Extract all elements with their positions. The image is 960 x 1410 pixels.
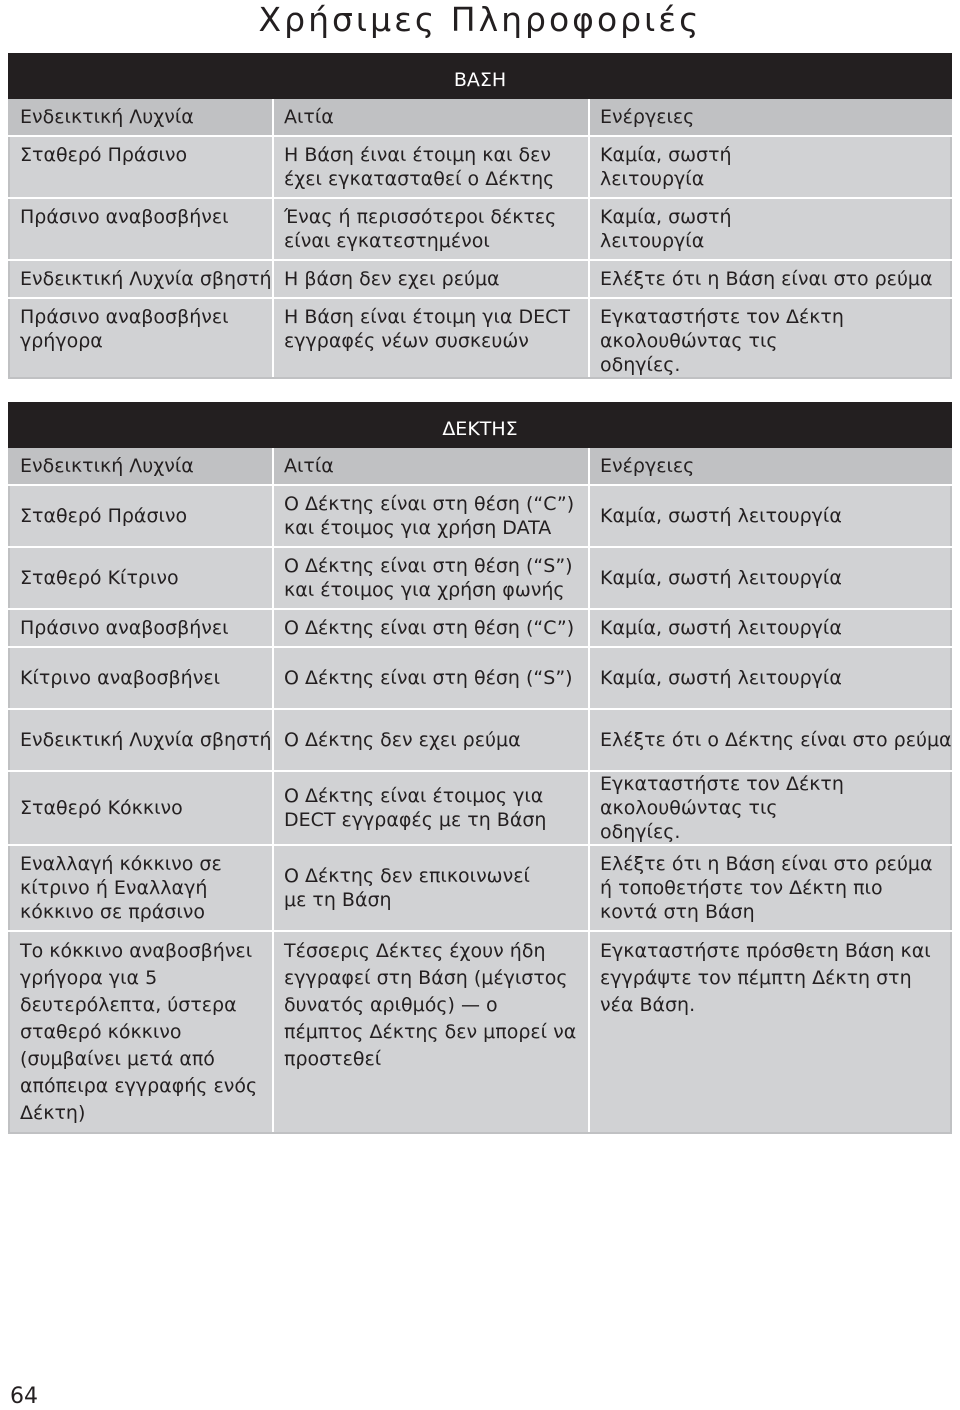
base-table-title-row (9, 54, 951, 98)
action-cell: Καμία, σωστή λειτουργία (589, 609, 951, 647)
receiver-table-header-row (9, 447, 951, 485)
indicator-cell: Σταθερό Κίτρινο (9, 547, 273, 609)
table-row (9, 931, 951, 1133)
action-cell: Καμία, σωστή λειτουργία (589, 198, 951, 260)
column-header-cause: Αιτία (273, 98, 589, 136)
column-header-indicator: Ενδεικτική Λυχνία (9, 98, 273, 136)
column-header-actions: Ενέργειες (589, 447, 951, 485)
table-row (9, 547, 951, 609)
indicator-cell: Πράσινο αναβοσβήνει (9, 609, 273, 647)
receiver-table (8, 402, 952, 1134)
cause-cell: Ο Δέκτης είναι στη θέση (“S”) (273, 647, 589, 709)
cause-cell: Ο Δέκτης είναι έτοιμος για DECT εγγραφές με τη Βάση (273, 771, 589, 845)
table-row (9, 198, 951, 260)
action-cell: Καμία, σωστή λειτουργία (589, 485, 951, 547)
table-row (9, 298, 951, 378)
cause-cell: Ο Δέκτης δεν επικοινωνεί με τη Βάση (273, 845, 589, 931)
indicator-cell: Εναλλαγή κόκκινο σε κίτρινο ή Εναλλαγή κόκκινο σε πράσινο (9, 845, 273, 931)
action-cell: Εγκαταστήστε πρόσθετη Βάση και εγγράψτε τον πέμπτη Δέκτη στη νέα Βάση. (589, 931, 951, 1133)
indicator-cell: Ενδεικτική Λυχνία σβηστή (9, 260, 273, 298)
action-cell: Καμία, σωστή λειτουργία (589, 547, 951, 609)
page-title: Χρήσιμες Πληροφοριές (258, 0, 702, 39)
action-cell: Ελέξτε ότι η Βάση είναι στο ρεύμα (589, 260, 951, 298)
indicator-cell: Κίτρινο αναβοσβήνει (9, 647, 273, 709)
action-cell: Ελέξτε ότι ο Δέκτης είναι στο ρεύμα (589, 709, 951, 771)
indicator-cell: Πράσινο αναβοσβήνει γρήγορα (9, 298, 273, 378)
page-number: 64 (10, 1384, 38, 1409)
column-header-actions: Ενέργειες (589, 98, 951, 136)
cause-cell: Ένας ή περισσότεροι δέκτες είναι εγκατεστημένοι (273, 198, 589, 260)
table-row (9, 845, 951, 931)
cause-cell: Ο Δέκτης είναι στη θέση (“C”) και έτοιμος για χρήση DATA (273, 485, 589, 547)
cause-cell: Η βάση δεν εχει ρεύμα (273, 260, 589, 298)
table-row (9, 647, 951, 709)
table-row (9, 136, 951, 198)
table-row (9, 771, 951, 845)
base-table-header-row (9, 98, 951, 136)
table-row (9, 260, 951, 298)
action-cell: Εγκαταστήστε τον Δέκτη ακολουθώντας τις οδηγίες. (589, 771, 951, 845)
cause-cell: Τέσσερις Δέκτες έχουν ήδη εγγραφεί στη Βάση (μέγιστος δυνατός αριθμός) — ο πέμπτος Δέκτης δεν μπορεί να προστεθεί (273, 931, 589, 1133)
action-cell: Εγκαταστήστε τον Δέκτη ακολουθώντας τις οδηγίες. (589, 298, 951, 378)
action-cell: Καμία, σωστή λειτουργία (589, 136, 951, 198)
indicator-cell: Ενδεικτική Λυχνία σβηστή (9, 709, 273, 771)
receiver-table-title: ΔΕΚΤΗΣ (9, 403, 951, 447)
action-cell: Καμία, σωστή λειτουργία (589, 647, 951, 709)
column-header-indicator: Ενδεικτική Λυχνία (9, 447, 273, 485)
indicator-cell: Σταθερό Πράσινο (9, 136, 273, 198)
cause-cell: Η Βάση είναι έτοιμη για DECT εγγραφές νέων συσκευών (273, 298, 589, 378)
column-header-cause: Αιτία (273, 447, 589, 485)
cause-cell: Ο Δέκτης είναι στη θέση (“C”) (273, 609, 589, 647)
table-row (9, 485, 951, 547)
indicator-cell: Σταθερό Κόκκινο (9, 771, 273, 845)
indicator-cell: Σταθερό Πράσινο (9, 485, 273, 547)
cause-cell: Η Βάση έιναι έτοιμη και δεν έχει εγκατασταθεί ο Δέκτης (273, 136, 589, 198)
indicator-cell: Πράσινο αναβοσβήνει (9, 198, 273, 260)
cause-cell: Ο Δέκτης είναι στη θέση (“S”) και έτοιμος για χρήση φωνής (273, 547, 589, 609)
base-table-title: ΒΑΣΗ (9, 54, 951, 98)
table-row (9, 609, 951, 647)
table-row (9, 709, 951, 771)
action-cell: Ελέξτε ότι η Βάση είναι στο ρεύμα ή τοποθετήστε τον Δέκτη πιο κοντά στη Βάση (589, 845, 951, 931)
cause-cell: Ο Δέκτης δεν εχει ρεύμα (273, 709, 589, 771)
receiver-table-title-row (9, 403, 951, 447)
base-table (8, 53, 952, 379)
indicator-cell: Το κόκκινο αναβοσβήνει γρήγορα για 5 δευτερόλεπτα, ύστερα σταθερό κόκκινο (συμβαίνει μετά από απόπειρα εγγραφής ενός Δέκτη) (9, 931, 273, 1133)
